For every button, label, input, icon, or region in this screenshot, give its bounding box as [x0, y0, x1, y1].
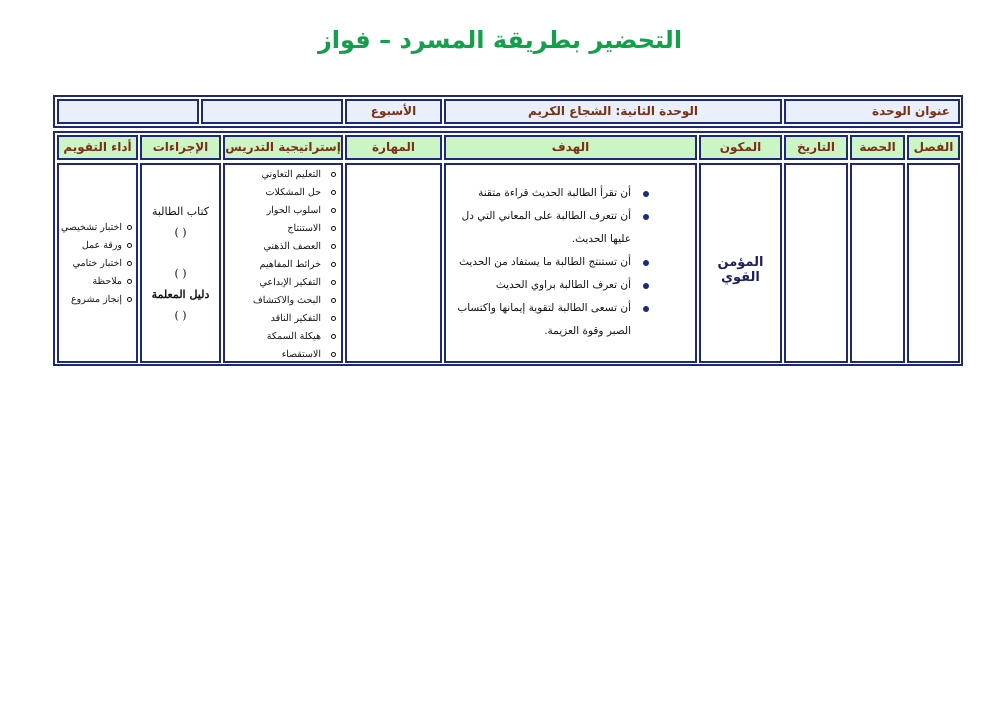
column-goal — [444, 135, 697, 364]
goal-item — [446, 182, 695, 205]
strategy-item — [225, 220, 341, 238]
component-value: المؤمن القوي — [717, 255, 764, 285]
goal-item — [446, 205, 695, 251]
cell-period — [850, 163, 905, 363]
column-date — [784, 135, 848, 364]
cell-skill — [345, 163, 442, 363]
evaluation-text: اختبار تشخيصي — [60, 222, 122, 233]
lesson-plan-table — [53, 131, 963, 366]
evaluation-item — [59, 291, 136, 309]
circle-bullet-icon — [127, 279, 132, 284]
strategy-item — [225, 310, 341, 328]
week-value-cell — [201, 99, 343, 124]
cell-evaluation — [57, 163, 138, 363]
strategy-text: الاستقصاء — [281, 349, 321, 360]
circle-bullet-icon — [331, 208, 336, 213]
evaluation-text: إنجاز مشروع — [71, 294, 122, 305]
circle-bullet-icon — [331, 226, 336, 231]
strategy-item — [225, 256, 341, 274]
strategy-item — [225, 328, 341, 346]
cell-date — [784, 163, 848, 363]
bullet-icon — [643, 283, 649, 289]
strategy-text: الاستنتاج — [287, 223, 321, 234]
column-class — [907, 135, 960, 364]
strategy-item — [225, 184, 341, 202]
circle-bullet-icon — [331, 298, 336, 303]
strategy-item — [225, 166, 341, 184]
evaluation-item — [59, 237, 136, 255]
unit-title-label: عنوان الوحدة — [872, 104, 950, 118]
evaluation-text: اختبار ختامي — [72, 258, 122, 269]
column-procedures — [140, 135, 221, 364]
bullet-icon — [643, 191, 649, 197]
strategy-text: خرائط المفاهيم — [259, 259, 321, 270]
unit-name: الوحدة الثانية: الشجاع الكريم — [527, 104, 698, 118]
evaluation-text: ورقة عمل — [81, 240, 122, 251]
evaluation-item — [59, 219, 136, 237]
student-book-parens: ( ) — [174, 226, 187, 239]
strategy-item — [225, 292, 341, 310]
strategy-text: العصف الذهني — [263, 241, 321, 252]
goal-text: أن تسعى الطالبة لتقوية إيمانها واكتساب الصبر وقوة العزيمة. — [457, 302, 631, 337]
column-strategy — [223, 135, 343, 364]
evaluation-text: ملاحظة — [92, 276, 122, 287]
unit-header-table — [53, 95, 963, 128]
column-header-strategy: إستراتيجية التدريس — [223, 135, 343, 160]
evaluation-item — [59, 273, 136, 291]
strategy-item — [225, 346, 341, 363]
column-header-class: الفصل — [907, 135, 960, 160]
strategy-item — [225, 238, 341, 256]
teacher-guide-parens: ( ) — [174, 267, 187, 280]
week-label: الأسبوع — [370, 104, 417, 118]
column-header-period: الحصة — [850, 135, 905, 160]
teacher-guide: دليل المعلمة — [151, 288, 210, 301]
column-skill — [345, 135, 442, 364]
circle-bullet-icon — [331, 262, 336, 267]
circle-bullet-icon — [331, 280, 336, 285]
goal-text: أن تعرف الطالبة براوي الحديث — [495, 279, 631, 291]
evaluation-list — [59, 219, 136, 309]
column-header-date: التاريخ — [784, 135, 848, 160]
goal-text: أن تتعرف الطالبة على المعاني التي دل عليها الحديث. — [461, 210, 631, 245]
column-evaluation — [57, 135, 138, 364]
teacher-guide-parens-2: ( ) — [174, 309, 187, 322]
bullet-icon — [643, 214, 649, 220]
strategy-item — [225, 274, 341, 292]
circle-bullet-icon — [331, 172, 336, 177]
bullet-icon — [643, 306, 649, 312]
cell-strategy — [223, 163, 343, 363]
circle-bullet-icon — [127, 297, 132, 302]
goal-list — [446, 182, 695, 343]
circle-bullet-icon — [127, 261, 132, 266]
goal-item — [446, 251, 695, 274]
strategy-text: التعليم التعاوني — [261, 169, 321, 180]
cell-component — [699, 163, 782, 363]
column-period — [850, 135, 905, 364]
page-title: التحضير بطريقة المسرد – فواز — [317, 26, 683, 54]
strategy-list — [225, 166, 341, 363]
unit-title-label-cell — [784, 99, 960, 124]
strategy-text: حل المشكلات — [265, 187, 321, 198]
circle-bullet-icon — [331, 316, 336, 321]
circle-bullet-icon — [331, 244, 336, 249]
strategy-text: اسلوب الحوار — [266, 205, 321, 216]
student-book: كتاب الطالبة — [151, 205, 210, 218]
column-header-evaluation: أداء التقويم — [57, 135, 138, 160]
cell-class — [907, 163, 960, 363]
circle-bullet-icon — [331, 190, 336, 195]
unit-name-cell — [444, 99, 782, 124]
procedures-content — [142, 201, 219, 326]
strategy-item — [225, 202, 341, 220]
strategy-text: البحث والاكتشاف — [252, 295, 321, 306]
cell-goal — [444, 163, 697, 363]
empty-header-cell — [57, 99, 199, 124]
strategy-text: التفكير الناقد — [270, 313, 321, 324]
column-component — [699, 135, 782, 364]
column-header-skill: المهارة — [345, 135, 442, 160]
week-label-cell — [345, 99, 442, 124]
cell-procedures — [140, 163, 221, 363]
circle-bullet-icon — [331, 334, 336, 339]
circle-bullet-icon — [127, 225, 132, 230]
column-header-procedures: الإجراءات — [140, 135, 221, 160]
strategy-text: التفكير الإبداعي — [259, 277, 321, 288]
circle-bullet-icon — [331, 352, 336, 357]
goal-text: أن تقرأ الطالبة الحديث قراءة متقنة — [478, 187, 631, 199]
column-header-component: المكون — [699, 135, 782, 160]
column-header-goal: الهدف — [444, 135, 697, 160]
circle-bullet-icon — [127, 243, 132, 248]
goal-item — [446, 297, 695, 343]
goal-item — [446, 274, 695, 297]
evaluation-item — [59, 255, 136, 273]
bullet-icon — [643, 260, 649, 266]
goal-text: أن تستنتج الطالبة ما يستفاد من الحديث — [459, 256, 631, 268]
strategy-text: هيكلة السمكة — [266, 331, 321, 342]
